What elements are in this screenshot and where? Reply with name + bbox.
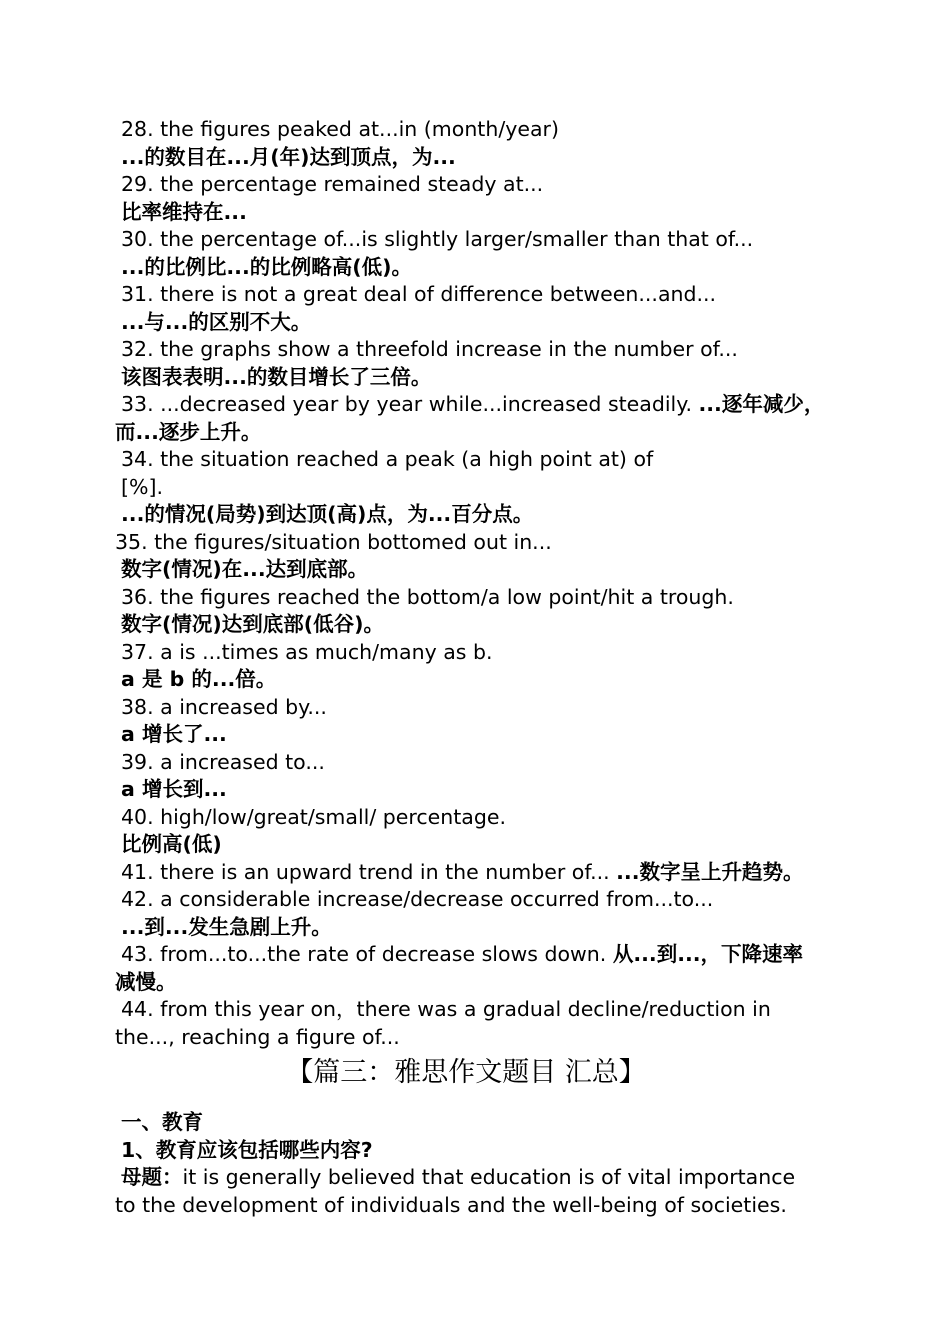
line-translation: a 增长到... — [121, 777, 227, 801]
line-translation: 母题： — [121, 1165, 183, 1189]
text-line — [115, 996, 845, 1024]
text-line — [115, 639, 845, 667]
line-text: 30. the percentage of...is slightly larger/smaller than that of... — [121, 227, 754, 251]
text-line — [115, 171, 845, 199]
line-text: 32. the graphs show a threefold increase in the number of... — [121, 337, 738, 361]
line-translation: a 增长了... — [121, 722, 227, 746]
line-text: 44. from this year on，there was a gradual decline/reduction in — [121, 997, 771, 1021]
text-line — [115, 309, 845, 337]
line-text: 28. the figures peaked at...in (month/year) — [121, 117, 559, 141]
document-content — [115, 116, 845, 1219]
line-translation: ...到...发生急剧上升。 — [121, 914, 332, 939]
line-text: [%]. — [121, 474, 163, 499]
line-text: 36. the figures reached the bottom/a low point/hit a trough. — [121, 584, 734, 609]
line-text: 40. high/low/great/small/ percentage. — [121, 804, 506, 829]
line-translation: ...与...的区别不大。 — [121, 309, 312, 334]
line-text: the..., reaching a figure of... — [115, 1024, 400, 1049]
text-line — [115, 831, 845, 859]
text-line — [115, 584, 845, 612]
text-line — [115, 1137, 845, 1165]
text-line — [115, 254, 845, 282]
line-translation: ...的比例比...的比例略高(低)。 — [121, 254, 412, 279]
line-translation: a 是 b 的...倍。 — [121, 667, 277, 691]
text-line — [115, 391, 845, 419]
text-line — [115, 419, 845, 447]
text-line — [115, 1192, 845, 1220]
text-line — [115, 474, 845, 502]
line-translation: ...的情况(局势)到达顶(高)点，为...百分点。 — [121, 502, 534, 526]
text-line — [115, 336, 845, 364]
line-translation: 从...到...，下降速率 — [612, 942, 804, 966]
line-text: 39. a increased to... — [121, 749, 325, 774]
text-line — [115, 226, 845, 254]
text-line — [115, 666, 845, 694]
line-text: 43. from...to...the rate of decrease slows down. — [121, 942, 613, 966]
phrase-list — [115, 116, 845, 1051]
text-line — [115, 969, 845, 997]
text-line — [115, 611, 845, 639]
text-line — [115, 116, 845, 144]
line-translation: 比率维持在... — [121, 199, 247, 224]
line-text: 34. the situation reached a peak (a high point at) of — [121, 447, 654, 471]
text-line — [115, 886, 845, 914]
text-line — [115, 1109, 845, 1137]
section-title: 【篇三：雅思作文题目 汇总】 — [286, 1057, 646, 1088]
text-line — [115, 364, 845, 392]
text-line — [115, 941, 845, 969]
line-text: 29. the percentage remained steady at... — [121, 172, 544, 196]
line-translation: 比例高(低) — [121, 832, 222, 856]
line-translation: ...数字呈上升趋势。 — [616, 859, 804, 884]
text-line — [115, 446, 845, 474]
line-text: 42. a considerable increase/decrease occurred from...to... — [121, 887, 714, 911]
text-line — [115, 501, 845, 529]
text-line — [115, 144, 845, 172]
text-line — [115, 199, 845, 227]
text-line — [115, 749, 845, 777]
text-line — [115, 1164, 845, 1192]
line-translation: 该图表表明...的数目增长了三倍。 — [121, 364, 432, 389]
text-line — [115, 721, 845, 749]
text-line — [115, 281, 845, 309]
line-translation: 一、教育 — [121, 1110, 203, 1134]
line-translation: ...逐年减少， — [698, 392, 825, 416]
line-text: 33. ...decreased year by year while...increased steadily. — [121, 392, 699, 416]
line-translation: 1、教育应该包括哪些内容? — [121, 1137, 373, 1162]
text-line — [115, 804, 845, 832]
line-translation: 数字(情况)在...达到底部。 — [121, 557, 369, 581]
line-translation: 数字(情况)达到底部(低谷)。 — [121, 612, 384, 636]
line-text: 31. there is not a great deal of difference between...and... — [121, 282, 717, 306]
text-line — [115, 694, 845, 722]
section-body — [115, 1109, 845, 1219]
line-text: it is generally believed that education is of vital importance — [182, 1165, 796, 1189]
line-text: 37. a is ...times as much/many as b. — [121, 639, 493, 664]
text-line — [115, 1024, 845, 1052]
line-text: to the development of individuals and the well-being of societies. — [115, 1192, 787, 1217]
text-line — [115, 776, 845, 804]
text-line — [115, 556, 845, 584]
line-translation: 而...逐步上升。 — [115, 419, 262, 444]
text-line — [115, 859, 845, 887]
line-translation: ...的数目在...月(年)达到顶点，为... — [121, 144, 456, 169]
line-translation: 减慢。 — [115, 969, 177, 994]
line-text: 38. a increased by... — [121, 694, 327, 719]
text-line — [115, 914, 845, 942]
line-text: 35. the figures/situation bottomed out in... — [115, 529, 552, 554]
line-text: 41. there is an upward trend in the number of... — [121, 859, 617, 884]
text-line — [115, 529, 845, 557]
